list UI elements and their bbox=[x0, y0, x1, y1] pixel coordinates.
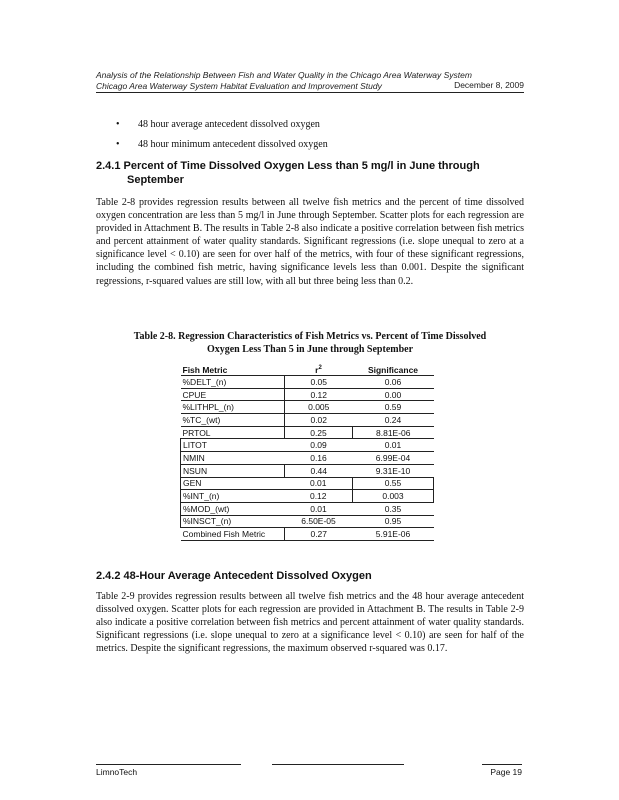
cell-significance: 0.01 bbox=[353, 439, 434, 452]
table-row bbox=[181, 388, 434, 401]
cell-significance: 0.24 bbox=[353, 414, 434, 427]
table-row bbox=[181, 477, 434, 490]
header-fish-metric: Fish Metric bbox=[181, 364, 285, 376]
cell-significance: 6.99E-04 bbox=[353, 452, 434, 465]
section-heading-2-4-1 bbox=[96, 159, 480, 187]
cell-significance: 0.95 bbox=[353, 515, 434, 528]
table-row bbox=[181, 490, 434, 503]
section-2-4-2-paragraph: Table 2-9 provides regression results between all twelve fish metrics and the 48 hour average antecedent dissolved oxygen. Scatter plots for each regression are provided in Attachment B. The results in Table 2-9 also indicate a positive correlation between fish metrics and percent attainment of water quality standards. Significant regressions (i.e. slope unequal to zero at a significance level < 0.10) are seen for half of the metrics. Despite the significant regressions, the maximum observed r-squared was 0.17. bbox=[96, 591, 524, 655]
table-row bbox=[181, 452, 434, 465]
header-date: December 8, 2009 bbox=[454, 80, 524, 90]
cell-metric: Combined Fish Metric bbox=[181, 528, 285, 541]
cell-r2: 0.05 bbox=[285, 376, 353, 389]
cell-r2: 0.01 bbox=[285, 502, 353, 515]
cell-metric: %TC_(wt) bbox=[181, 414, 285, 427]
table-row bbox=[181, 376, 434, 389]
table-row bbox=[181, 439, 434, 452]
bullet-dot-icon: • bbox=[116, 119, 120, 130]
cell-metric: %INSCT_(n) bbox=[181, 515, 285, 528]
cell-significance: 0.55 bbox=[353, 477, 434, 490]
section-heading-2-4-2: 2.4.2 48-Hour Average Antecedent Dissolved Oxygen bbox=[96, 570, 372, 582]
cell-metric: %LITHPL_(n) bbox=[181, 401, 285, 414]
cell-metric: GEN bbox=[181, 477, 285, 490]
bullet-item bbox=[116, 135, 328, 155]
cell-r2: 0.25 bbox=[285, 426, 353, 439]
regression-table bbox=[180, 364, 434, 541]
cell-metric: NMIN bbox=[181, 452, 285, 465]
cell-r2: 0.12 bbox=[285, 490, 353, 503]
cell-r2: 0.16 bbox=[285, 452, 353, 465]
table-caption bbox=[96, 330, 524, 356]
footer-rule-right bbox=[482, 764, 522, 765]
table-caption-line-1: Table 2-8. Regression Characteristics of Fish Metrics vs. Percent of Time Dissolved bbox=[133, 331, 487, 342]
bullet-text: 48 hour average antecedent dissolved oxygen bbox=[138, 119, 320, 130]
table-row bbox=[181, 426, 434, 439]
header-report-title: Analysis of the Relationship Between Fish and Water Quality in the Chicago Area Waterway System bbox=[96, 70, 472, 80]
section-heading-line-2: September bbox=[127, 174, 184, 186]
cell-metric: CPUE bbox=[181, 388, 285, 401]
cell-r2: 0.44 bbox=[285, 464, 353, 477]
header-r-text: r bbox=[315, 364, 319, 375]
table-caption-line-2: Oxygen Less Than 5 in June through September bbox=[206, 344, 414, 355]
cell-metric: LITOT bbox=[181, 439, 285, 452]
bullet-item bbox=[116, 115, 328, 135]
table-row bbox=[181, 515, 434, 528]
cell-significance: 9.31E-10 bbox=[353, 464, 434, 477]
table-header-row bbox=[181, 364, 434, 376]
cell-r2: 0.01 bbox=[285, 477, 353, 490]
bullet-text: 48 hour minimum antecedent dissolved oxygen bbox=[138, 139, 328, 150]
table-row bbox=[181, 502, 434, 515]
cell-metric: %INT_(n) bbox=[181, 490, 285, 503]
table-row bbox=[181, 528, 434, 541]
cell-metric: %DELT_(n) bbox=[181, 376, 285, 389]
cell-r2: 0.12 bbox=[285, 388, 353, 401]
cell-r2: 0.005 bbox=[285, 401, 353, 414]
section-heading-line-1: 2.4.1 Percent of Time Dissolved Oxygen Less than 5 mg/l in June through bbox=[96, 160, 480, 172]
cell-significance: 0.003 bbox=[353, 490, 434, 503]
cell-r2: 6.50E-05 bbox=[285, 515, 353, 528]
cell-r2: 0.27 bbox=[285, 528, 353, 541]
footer-rule-left bbox=[96, 764, 241, 765]
table-row bbox=[181, 414, 434, 427]
footer-page-number: Page 19 bbox=[490, 767, 522, 777]
cell-significance: 8.81E-06 bbox=[353, 426, 434, 439]
table-row bbox=[181, 464, 434, 477]
table-row bbox=[181, 401, 434, 414]
cell-metric: %MOD_(wt) bbox=[181, 502, 285, 515]
cell-significance: 0.35 bbox=[353, 502, 434, 515]
header-significance: Significance bbox=[353, 364, 434, 376]
cell-significance: 5.91E-06 bbox=[353, 528, 434, 541]
cell-metric: PRTOL bbox=[181, 426, 285, 439]
cell-significance: 0.06 bbox=[353, 376, 434, 389]
header-study-title: Chicago Area Waterway System Habitat Evaluation and Improvement Study bbox=[96, 81, 382, 91]
bullet-list bbox=[116, 115, 328, 155]
header-r-squared bbox=[285, 364, 353, 376]
cell-significance: 0.59 bbox=[353, 401, 434, 414]
cell-r2: 0.09 bbox=[285, 439, 353, 452]
footer-rule-center bbox=[272, 764, 404, 765]
cell-metric: NSUN bbox=[181, 464, 285, 477]
cell-r2: 0.02 bbox=[285, 414, 353, 427]
header-rule bbox=[96, 92, 524, 93]
section-2-4-1-paragraph: Table 2-8 provides regression results between all twelve fish metrics and the percent of time dissolved oxygen concentration are less than 5 mg/l in June through September. Scatter plots for each regression are provided in Attachment B. The results in Table 2-8 also indicate a positive correlation between fish metrics and percent attainment of water quality standards. Significant regressions (i.e. slope unequal to zero at a significance level < 0.10) are seen for over half of the metrics, with four of these significant regressions, including the combined fish metric, having significance levels less than 0.001. Despite the significant regressions, r-squared values are still low, with all but three being less than 0.2. bbox=[96, 197, 524, 287]
cell-significance: 0.00 bbox=[353, 388, 434, 401]
header-r-superscript: 2 bbox=[318, 364, 322, 371]
footer-company: LimnoTech bbox=[96, 767, 138, 777]
bullet-dot-icon: • bbox=[116, 139, 120, 150]
